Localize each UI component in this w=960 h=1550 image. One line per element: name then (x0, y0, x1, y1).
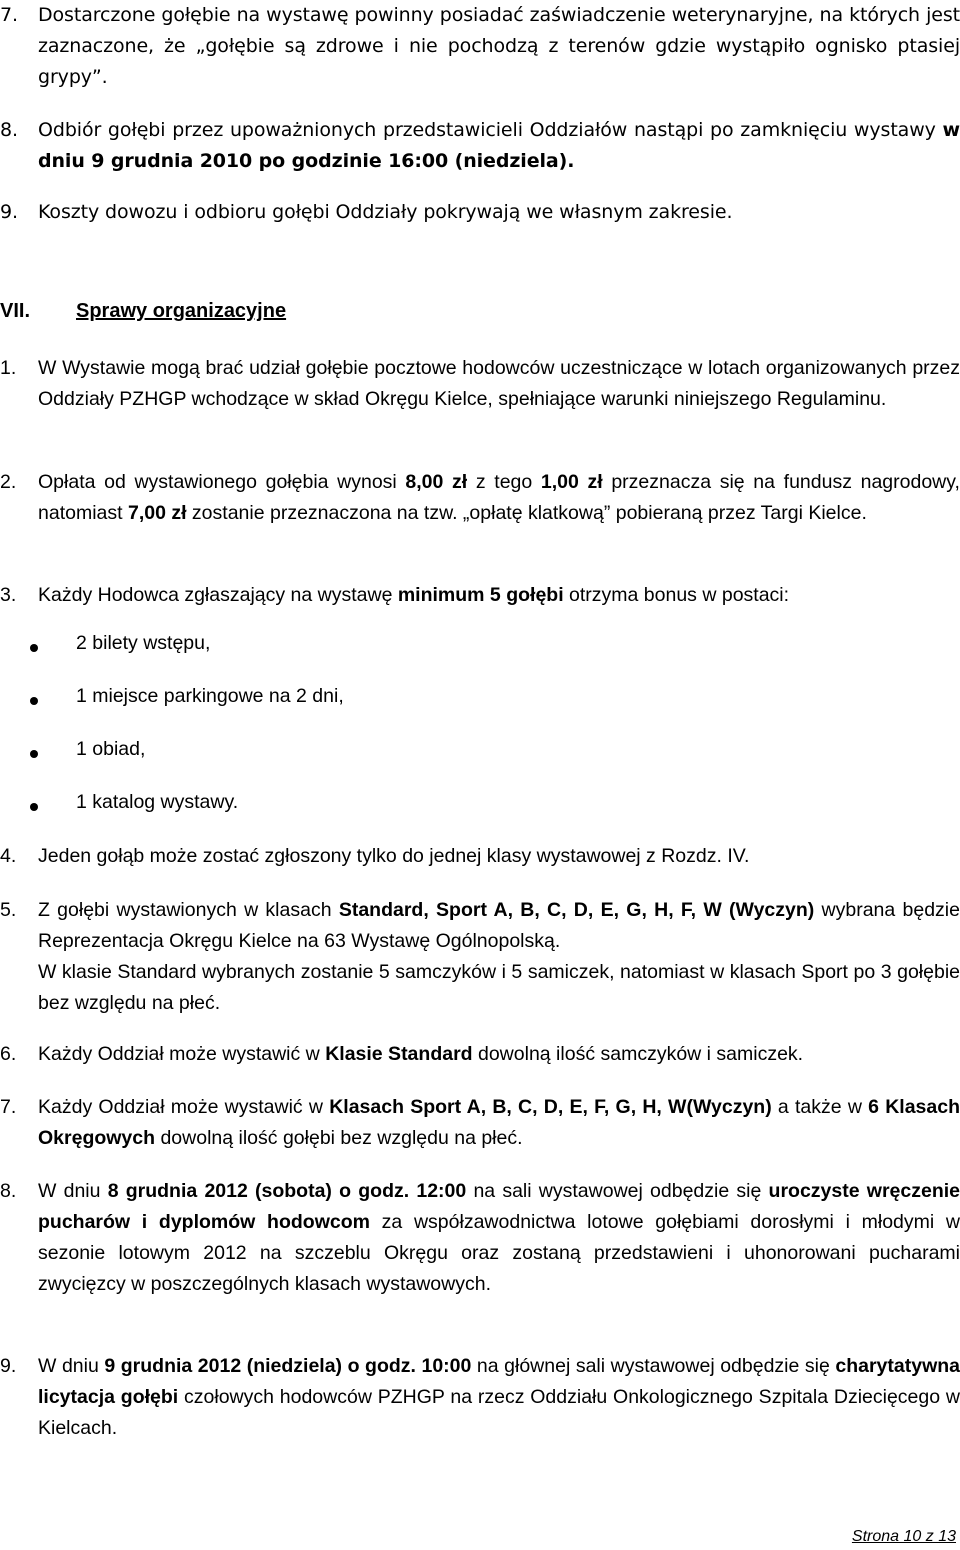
list-text (38, 1092, 960, 1154)
list-number: 4. (0, 845, 17, 867)
bold-text: w dniu 9 grudnia 2010 po godzinie 16:00 (niedziela). (38, 119, 960, 172)
text-run: na głównej sali wystawowej odbędzie się (471, 1355, 836, 1377)
text-run: z tego (467, 471, 541, 493)
list-text (38, 197, 960, 228)
bold-text: charytatywna licytacja gołębi (38, 1355, 960, 1408)
bonus-text: 1 katalog wystawy. (76, 791, 239, 813)
bold-text: 8 grudnia 2012 (sobota) o godz. 12:00 (107, 1180, 467, 1202)
text-run: Odbiór gołębi przez upoważnionych przedstawicieli Oddziałów nastąpi po zamknięciu wystawy (38, 119, 943, 141)
text-run: Każdy Oddział może wystawić w (38, 1043, 326, 1065)
section-numeral: VII. (0, 300, 31, 322)
text-run: Każdy Oddział może wystawić w (38, 1096, 330, 1118)
bold-text: Standard, Sport A, B, C, D, E, G, H, F, W (Wyczyn) (338, 899, 815, 921)
text-run: a także w (771, 1096, 869, 1118)
bold-text: 8,00 zł (405, 471, 468, 493)
list-text (38, 353, 960, 415)
bold-text: Klasie Standard (325, 1043, 473, 1065)
text-run: dowolną ilość gołębi bez względu na płeć. (155, 1127, 523, 1149)
item-5-extra: W klasie Standard wybranych zostanie 5 samczyków i 5 samiczek, natomiast w klasach Sport po 3 gołębie bez względu na płeć. (38, 961, 960, 1014)
list-text (38, 580, 960, 611)
list-text (38, 1039, 960, 1070)
bold-text: 1,00 zł (540, 471, 603, 493)
list-number: 3. (0, 584, 17, 606)
list-number: 2. (0, 471, 17, 493)
bullet-icon (30, 697, 38, 705)
list-number: 8. (0, 119, 18, 141)
text-run: za współzawodnictwa lotowe gołębiami dorosłymi i młodymi w sezonie lotowym 2012 na szczeblu Okręgu oraz zostaną przedstawieni i uhonorowani pucharami zwycięzcy w poszczególnych klasach wystawowych. (38, 1211, 960, 1295)
list-number: 5. (0, 899, 17, 921)
bullet-icon (30, 750, 38, 758)
text-run: otrzyma bonus w postaci: (563, 584, 790, 606)
bold-text: Klasach Sport A, B, C, D, E, F, G, H, W(Wyczyn) (329, 1096, 772, 1118)
bonus-text: 1 obiad, (76, 738, 146, 760)
bullet-icon (30, 644, 38, 652)
bold-text: minimum 5 gołębi (397, 584, 564, 606)
bold-text: uroczyste wręczenie pucharów i dyplomów hodowcom (38, 1180, 960, 1233)
bold-text: 9 grudnia 2012 (niedziela) o godz. 10:00 (104, 1355, 472, 1377)
text-run: zostanie przeznaczona na tzw. „opłatę klatkową” pobieraną przez Targi Kielce. (186, 502, 867, 524)
text-run: Każdy Hodowca zgłaszający na wystawę (38, 584, 398, 606)
text-run: Z gołębi wystawionych w klasach (38, 899, 339, 921)
bold-text: 7,00 zł (127, 502, 187, 524)
list-text (38, 0, 960, 93)
list-text (38, 115, 960, 177)
list-text (38, 467, 960, 529)
list-number: 9. (0, 1355, 17, 1377)
text-run: na sali wystawowej odbędzie się (466, 1180, 769, 1202)
list-number: 9. (0, 201, 18, 223)
text-run: Dostarczone gołębie na wystawę powinny posiadać zaświadczenie weterynaryjne, na których jest zaznaczone, że „gołębie są zdrowe i nie pochodzą z terenów gdzie wystąpiło ognisko ptasiej grypy”. (38, 4, 960, 88)
text-run: W dniu (38, 1180, 108, 1202)
text-run: Koszty dowozu i odbioru gołębi Oddziały pokrywają we własnym zakresie. (38, 201, 733, 223)
list-text (38, 1176, 960, 1300)
text-run: wybrana będzie Reprezentacja Okręgu Kielce na 63 Wystawę Ogólnopolską. (38, 899, 960, 952)
list-number: 7. (0, 4, 18, 26)
bold-text: 6 Klasach Okręgowych (38, 1096, 960, 1149)
text-run: czołowych hodowców PZHGP na rzecz Oddziału Onkologicznego Szpitala Dziecięcego w Kielcach. (38, 1386, 960, 1439)
list-text (38, 1351, 960, 1444)
text-run: Jeden gołąb może zostać zgłoszony tylko do jednej klasy wystawowej z Rozdz. IV. (38, 845, 750, 867)
text-run: dowolną ilość samczyków i samiczek. (472, 1043, 804, 1065)
list-number: 6. (0, 1043, 17, 1065)
text-run: Opłata od wystawionego gołębia wynosi (38, 471, 406, 493)
bonus-text: 1 miejsce parkingowe na 2 dni, (76, 685, 344, 707)
section-title: Sprawy organizacyjne (76, 300, 287, 322)
list-number: 1. (0, 357, 17, 379)
text-run: W dniu (38, 1355, 105, 1377)
list-number: 8. (0, 1180, 17, 1202)
bonus-text: 2 bilety wstępu, (76, 632, 211, 654)
page-number: Strona 10 z 13 (851, 1528, 956, 1545)
list-number: 7. (0, 1096, 17, 1118)
list-text (38, 841, 960, 872)
text-run: przeznacza się na fundusz nagrodowy, natomiast (38, 471, 960, 524)
bullet-icon (30, 803, 38, 811)
list-text (38, 895, 960, 1019)
item-5-text (38, 895, 960, 957)
text-run: W Wystawie mogą brać udział gołębie pocztowe hodowców uczestniczące w lotach organizowanych przez Oddziały PZHGP wchodzące w skład Okręgu Kielce, spełniające warunki niniejszego Regulaminu. (38, 357, 960, 410)
